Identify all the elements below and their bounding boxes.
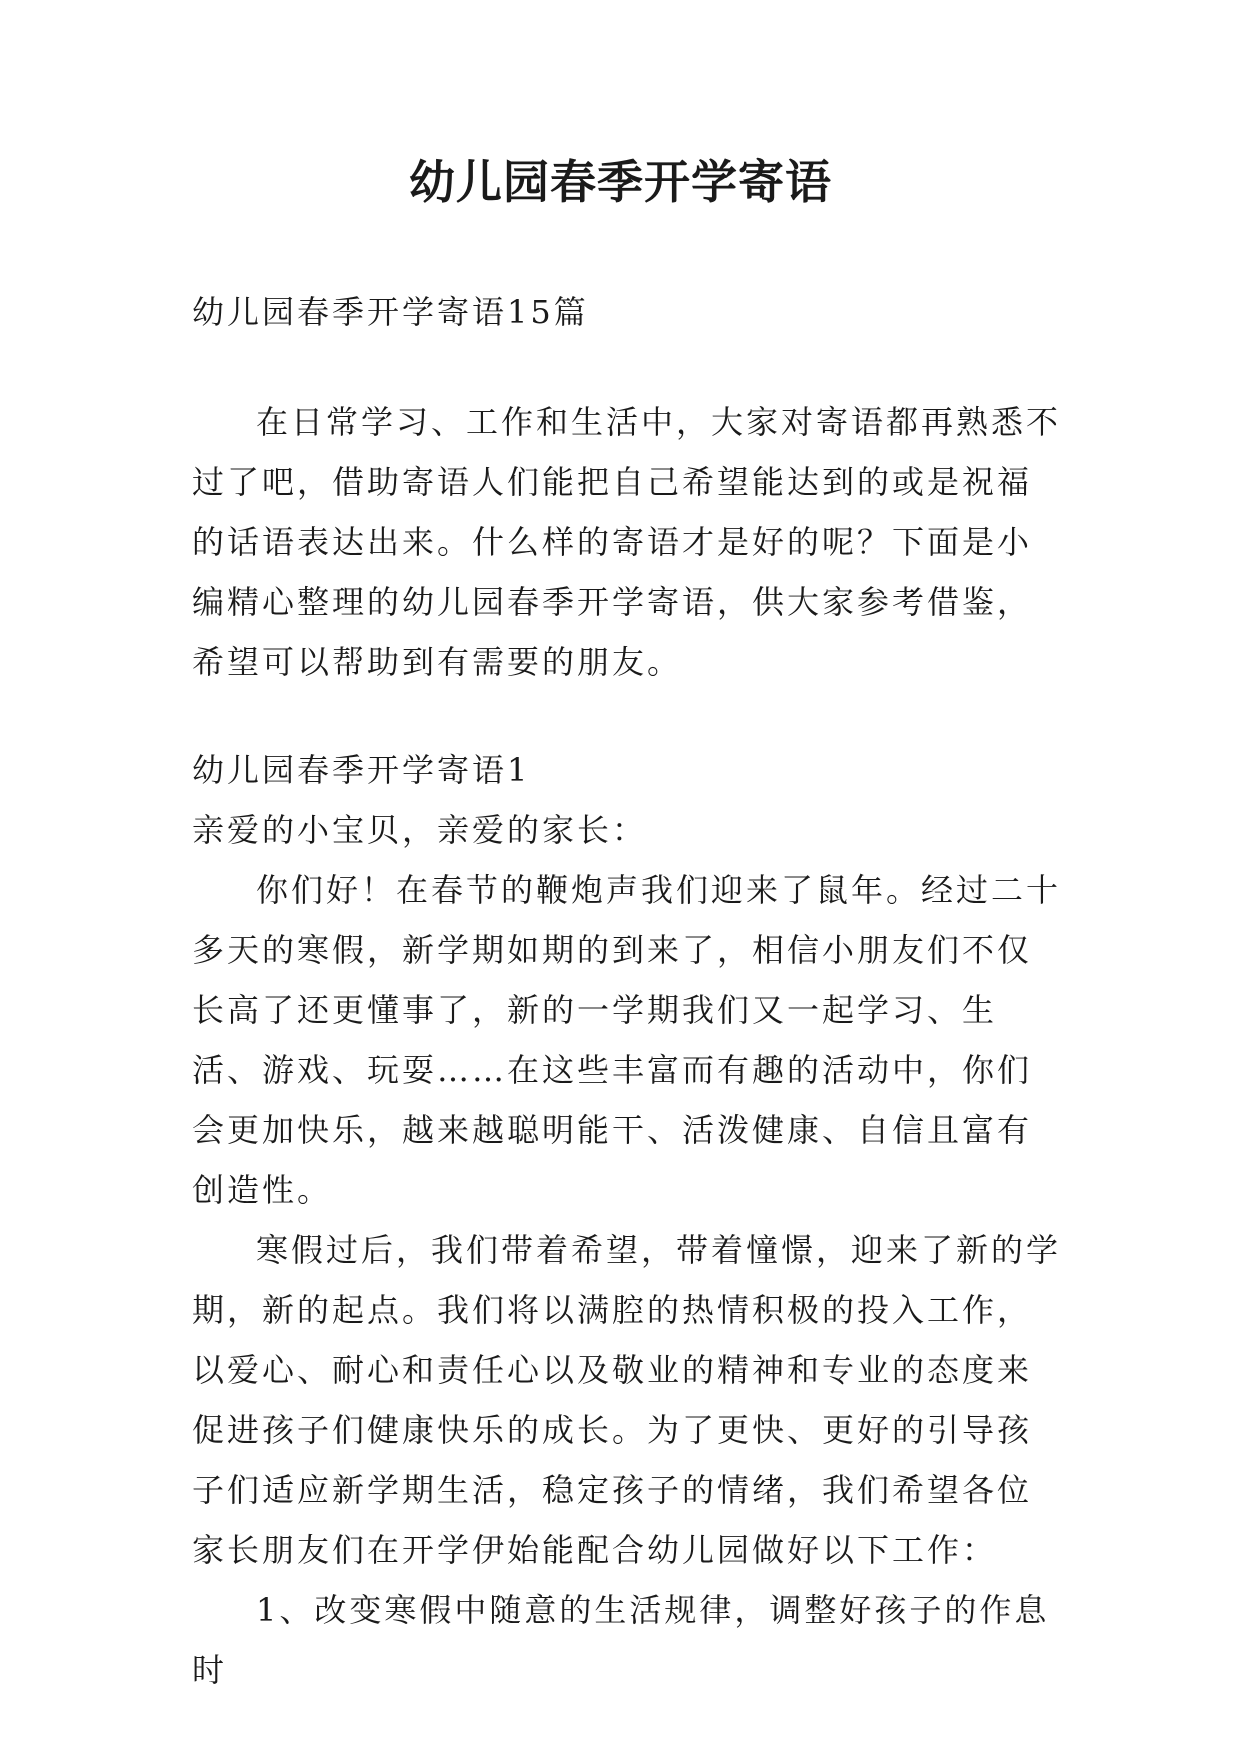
document-body xyxy=(192,282,1062,1700)
document-subtitle: 幼儿园春季开学寄语15篇 xyxy=(192,293,589,331)
intro-paragraph: 在日常学习、工作和生活中，大家对寄语都再熟悉不过了吧，借助寄语人们能把自己希望能达到的或是祝福的话语表达出来。什么样的寄语才是好的呢？下面是小编精心整理的幼儿园春季开学寄语，供大家参考借鉴，希望可以帮助到有需要的朋友。 xyxy=(192,403,1062,681)
document-title: 幼儿园春季开学寄语 xyxy=(409,155,832,209)
body-paragraph: 你们好！在春节的鞭炮声我们迎来了鼠年。经过二十多天的寒假，新学期如期的到来了，相信小朋友们不仅长高了还更懂事了，新的一学期我们又一起学习、生活、游戏、玩耍……在这些丰富而有趣的活动中，你们会更加快乐，越来越聪明能干、活泼健康、自信且富有创造性。 xyxy=(192,871,1062,1209)
salutation: 亲爱的小宝贝，亲爱的家长： xyxy=(192,811,648,849)
body-paragraph: 1、改变寒假中随意的生活规律，调整好孩子的作息时 xyxy=(192,1591,1050,1689)
body-paragraph: 寒假过后，我们带着希望，带着憧憬，迎来了新的学期，新的起点。我们将以满腔的热情积极的投入工作，以爱心、耐心和责任心以及敬业的精神和专业的态度来促进孩子们健康快乐的成长。为了更快、更好的引导孩子们适应新学期生活，稳定孩子的情绪，我们希望各位家长朋友们在开学伊始能配合幼儿园做好以下工作： xyxy=(192,1231,1062,1569)
section-heading: 幼儿园春季开学寄语1 xyxy=(192,751,531,789)
